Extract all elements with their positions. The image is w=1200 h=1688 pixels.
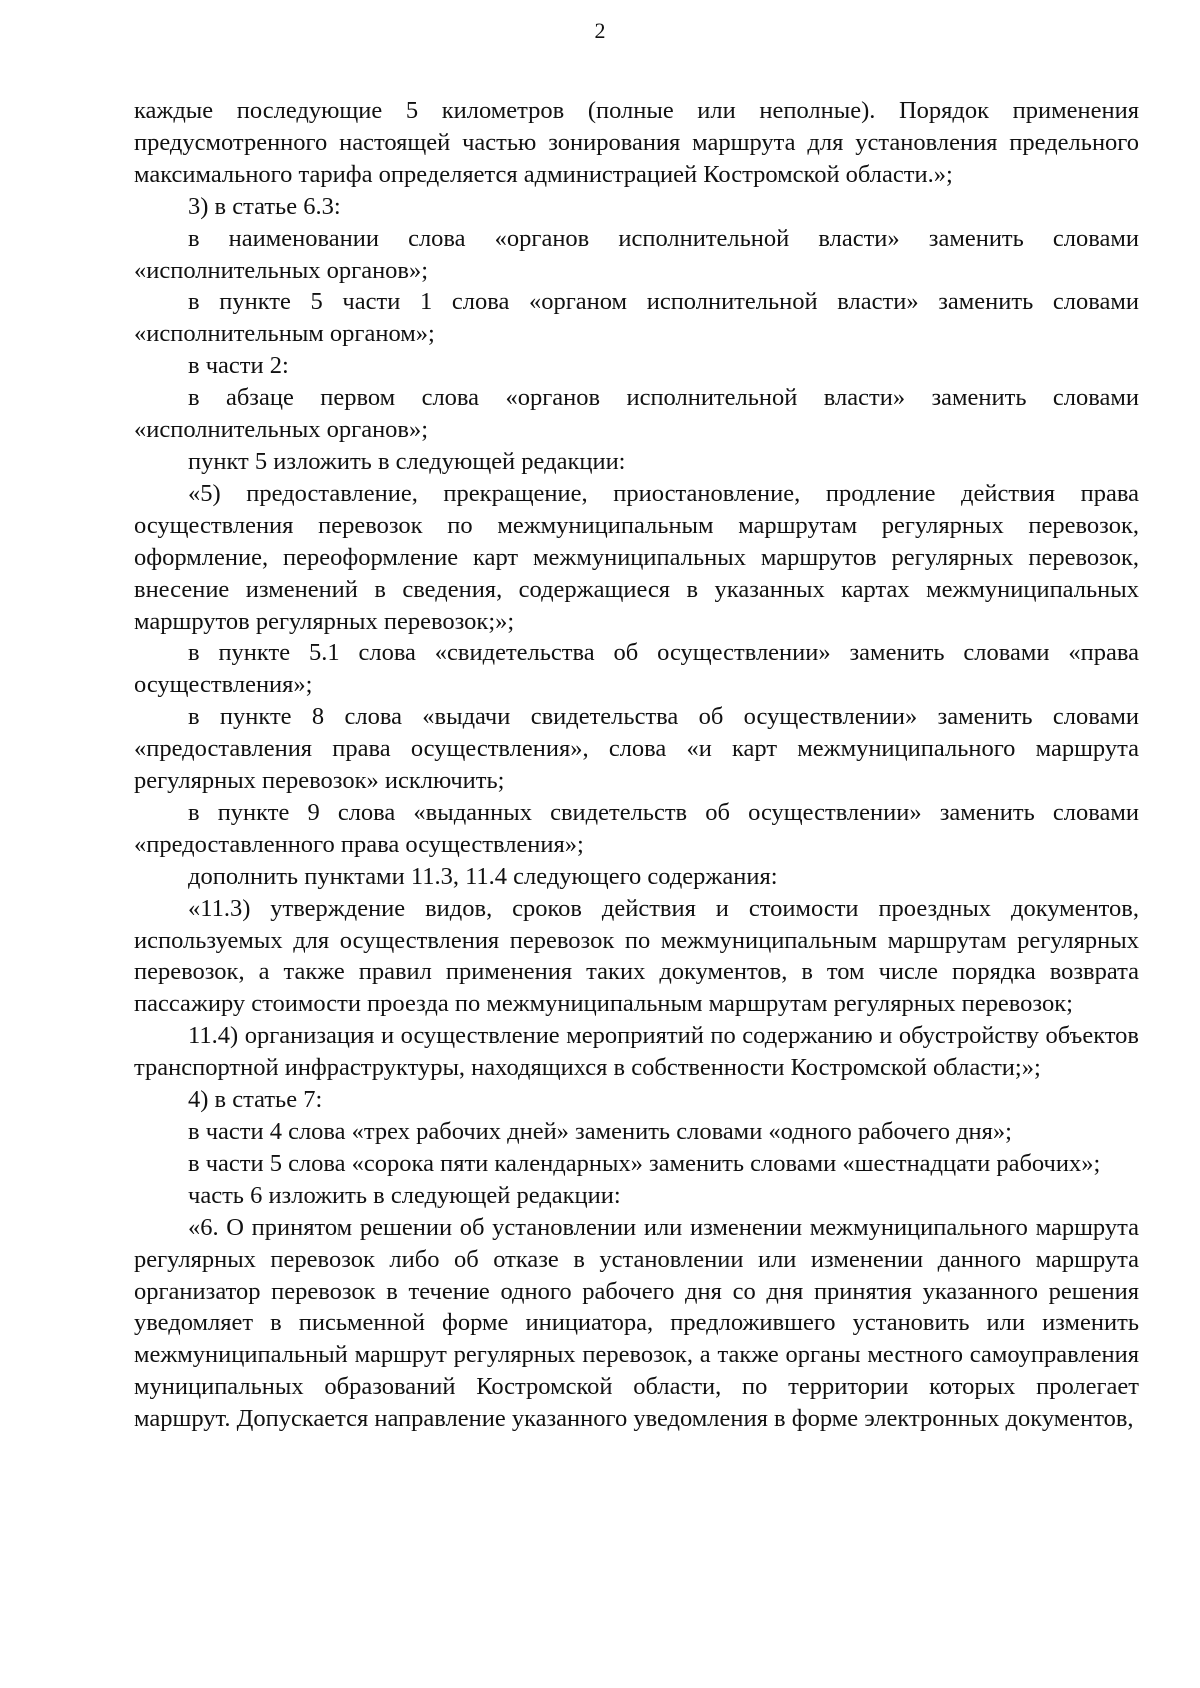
paragraph: пункт 5 изложить в следующей редакции:: [188, 447, 626, 475]
paragraph: в части 2:: [188, 352, 289, 380]
paragraph: в части 5 слова «сорока пяти календарных» заменить словами «шестнадцати рабочих»;: [188, 1149, 1101, 1177]
paragraph: в пункте 5 части 1 слова «органом исполнительной власти» заменить словами «исполнительным органом»;: [134, 288, 1139, 348]
paragraph: в абзаце первом слова «органов исполнительной власти» заменить словами «исполнительных органов»;: [134, 384, 1139, 444]
paragraph: в пункте 8 слова «выдачи свидетельства об осуществлении» заменить словами «предоставления права осуществления», слова «и карт межмуниципального маршрута регулярных перевозок» исключить;: [134, 703, 1139, 795]
paragraph: в наименовании слова «органов исполнительной власти» заменить словами «исполнительных органов»;: [134, 224, 1139, 284]
paragraph: часть 6 изложить в следующей редакции:: [188, 1181, 621, 1209]
paragraph: дополнить пунктами 11.3, 11.4 следующего содержания:: [188, 862, 778, 890]
paragraph: в части 4 слова «трех рабочих дней» заменить словами «одного рабочего дня»;: [188, 1118, 1012, 1145]
paragraph: «5) предоставление, прекращение, приостановление, продление действия права осуществления перевозок по межмуниципальным маршрутам регулярных перевозок, оформление, переоформление карт межмуниципальных маршрутов регулярных перевозок, внесение изменений в сведения, содержащиеся в указанных картах межмуниципальных маршрутов регулярных перевозок;»;: [134, 479, 1139, 635]
document-body: [134, 95, 1139, 1435]
paragraph: каждые последующие 5 километров (полные или неполные). Порядок применения предусмотренного настоящей частью зонирования маршрута для установления предельного максимального тарифа определяется администрацией Костромской области.»;: [134, 97, 1139, 188]
paragraph: 11.4) организация и осуществление мероприятий по содержанию и обустройству объектов транспортной инфраструктуры, находящихся в собственности Костромской области;»;: [134, 1022, 1139, 1082]
paragraph: в пункте 9 слова «выданных свидетельств об осуществлении» заменить словами «предоставленного права осуществления»;: [134, 798, 1139, 858]
paragraph: 4) в статье 7:: [188, 1086, 323, 1114]
paragraph: в пункте 5.1 слова «свидетельства об осуществлении» заменить словами «права осуществления»;: [134, 639, 1139, 699]
paragraph: 3) в статье 6.3:: [188, 192, 341, 220]
paragraph: «11.3) утверждение видов, сроков действия и стоимости проездных документов, используемых для осуществления перевозок по межмуниципальным маршрутам регулярных перевозок, а также правил применения таких документов, в том числе порядка возврата пассажиру стоимости проезда по межмуниципальным маршрутам регулярных перевозок;: [134, 894, 1139, 1018]
paragraph: «6. О принятом решении об установлении или изменении межмуниципального маршрута регулярных перевозок либо об отказе в установлении или изменении данного маршрута организатор перевозок в течение одного рабочего дня со дня принятия указанного решения уведомляет в письменной форме инициатора, предложившего установить или изменить межмуниципальный маршрут регулярных перевозок, а также органы местного самоуправления муниципальных образований Костромской области, по территории которых пролегает маршрут. Допускается направление указанного уведомления в форме электронных документов,: [134, 1213, 1139, 1433]
page-number: 2: [594, 18, 606, 43]
